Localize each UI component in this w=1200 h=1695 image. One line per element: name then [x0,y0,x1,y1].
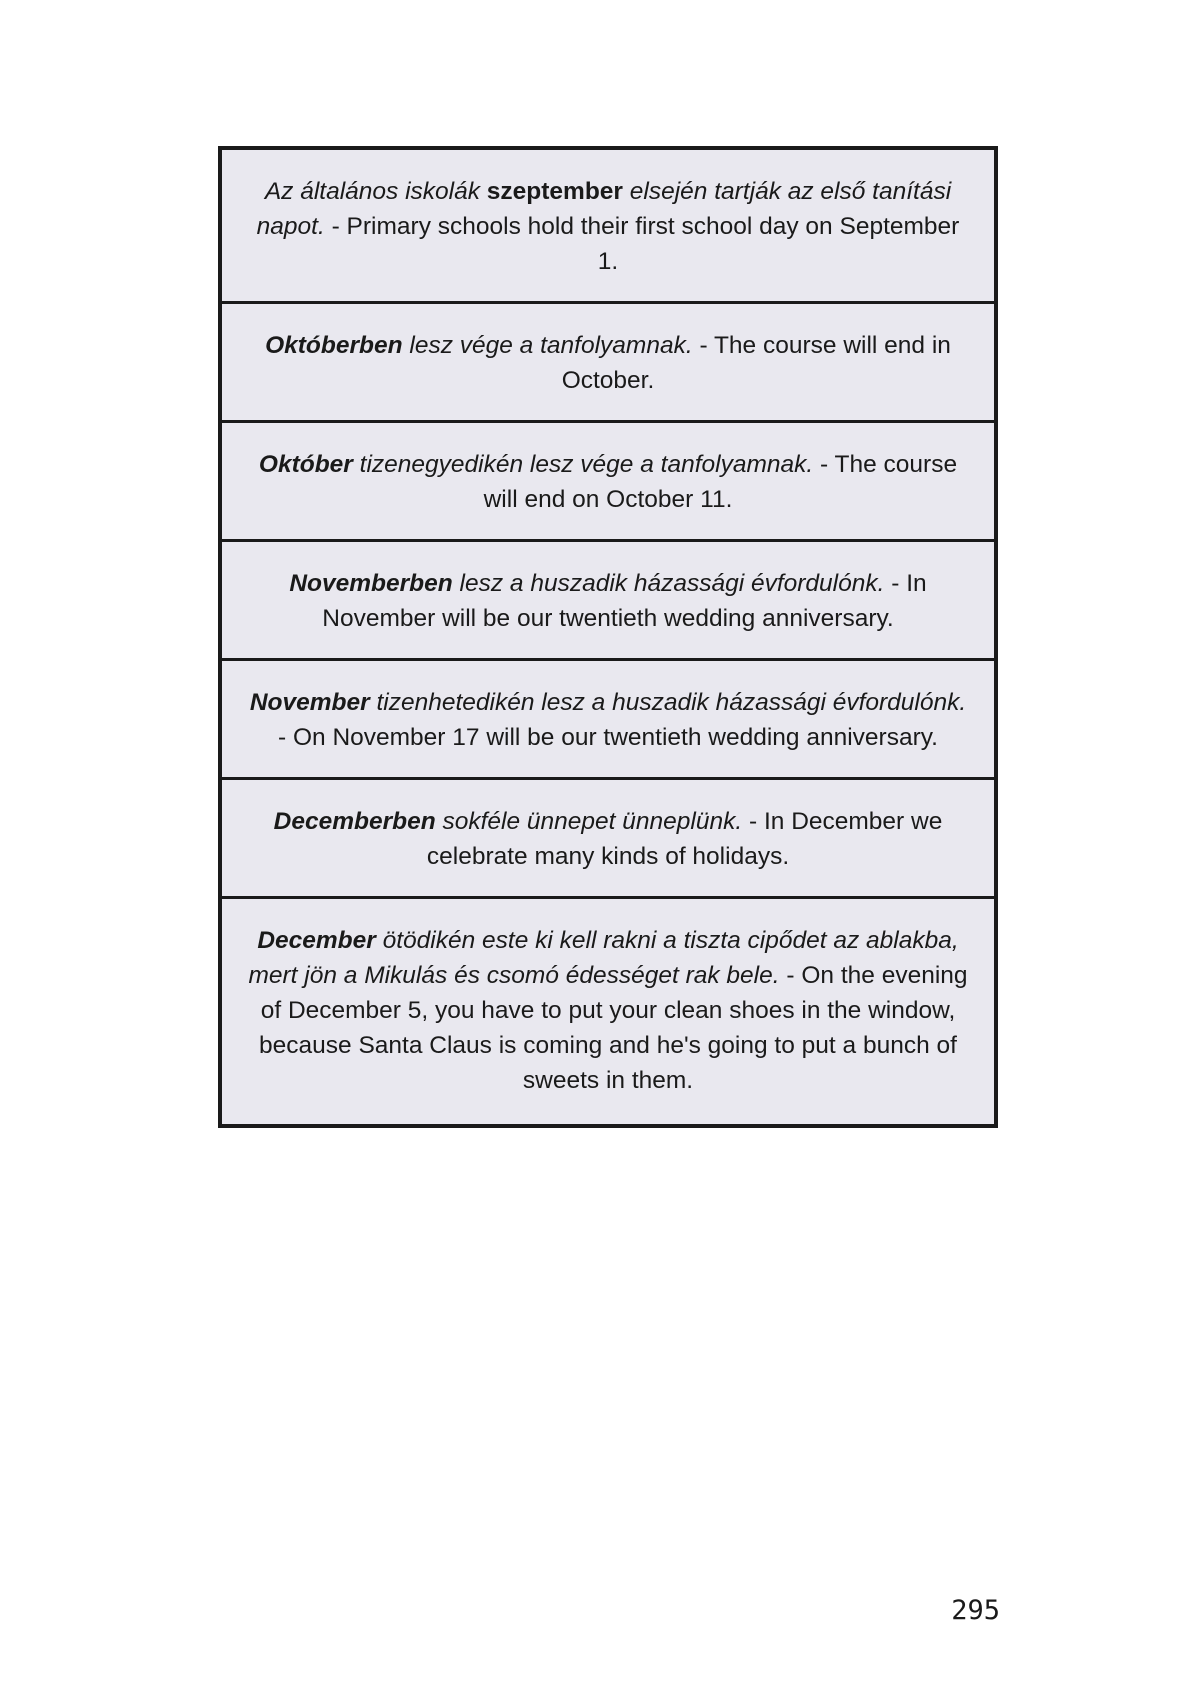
english-translation: - In December we celebrate many kinds of holidays. [426,808,943,870]
english-translation: - On the evening of December 5, you have to put your clean shoes in the window, because Santa Claus is coming and he's going to put a bunch of sweets in them. [259,962,968,1094]
phrase-table [218,146,998,1128]
table-row [222,899,994,1124]
month-keyword: December [257,927,376,954]
english-translation: - The course will end on October 11. [483,451,958,513]
page-number: 295 [951,1595,1000,1626]
table-row [222,780,994,899]
english-translation: - The course will end in October. [561,332,951,394]
hungarian-sentence: elsején tartják az első tanítási napot. [256,178,952,240]
english-translation: - On November 17 will be our twentieth wedding anniversary. [277,724,938,751]
table-row [222,150,994,304]
month-keyword: szeptember [486,178,623,205]
hungarian-sentence: sokféle ünnepet ünneplünk. [435,808,743,835]
month-keyword: Novemberben [289,570,453,597]
month-keyword: November [249,689,370,716]
table-row [222,304,994,423]
table-row [222,423,994,542]
english-translation: - In November will be our twentieth wedding anniversary. [322,570,927,632]
hungarian-sentence: tizenhetedikén lesz a huszadik házassági évfordulónk. [369,689,967,716]
hungarian-sentence: tizenegyedikén lesz vége a tanfolyamnak. [352,451,814,478]
hungarian-sentence: ötödikén este ki kell rakni a tiszta cipődet az ablakba, mert jön a Mikulás és csomó édességet rak bele. [248,927,959,989]
month-keyword: Decemberben [273,808,436,835]
hungarian-lead-text: Az általános iskolák [264,178,487,205]
hungarian-sentence: lesz vége a tanfolyamnak. [402,332,693,359]
hungarian-sentence: lesz a huszadik házassági évfordulónk. [452,570,885,597]
table-row [222,542,994,661]
month-keyword: Október [258,451,353,478]
table-row [222,661,994,780]
month-keyword: Októberben [265,332,403,359]
english-translation: - Primary schools hold their first school day on September 1. [324,213,960,275]
